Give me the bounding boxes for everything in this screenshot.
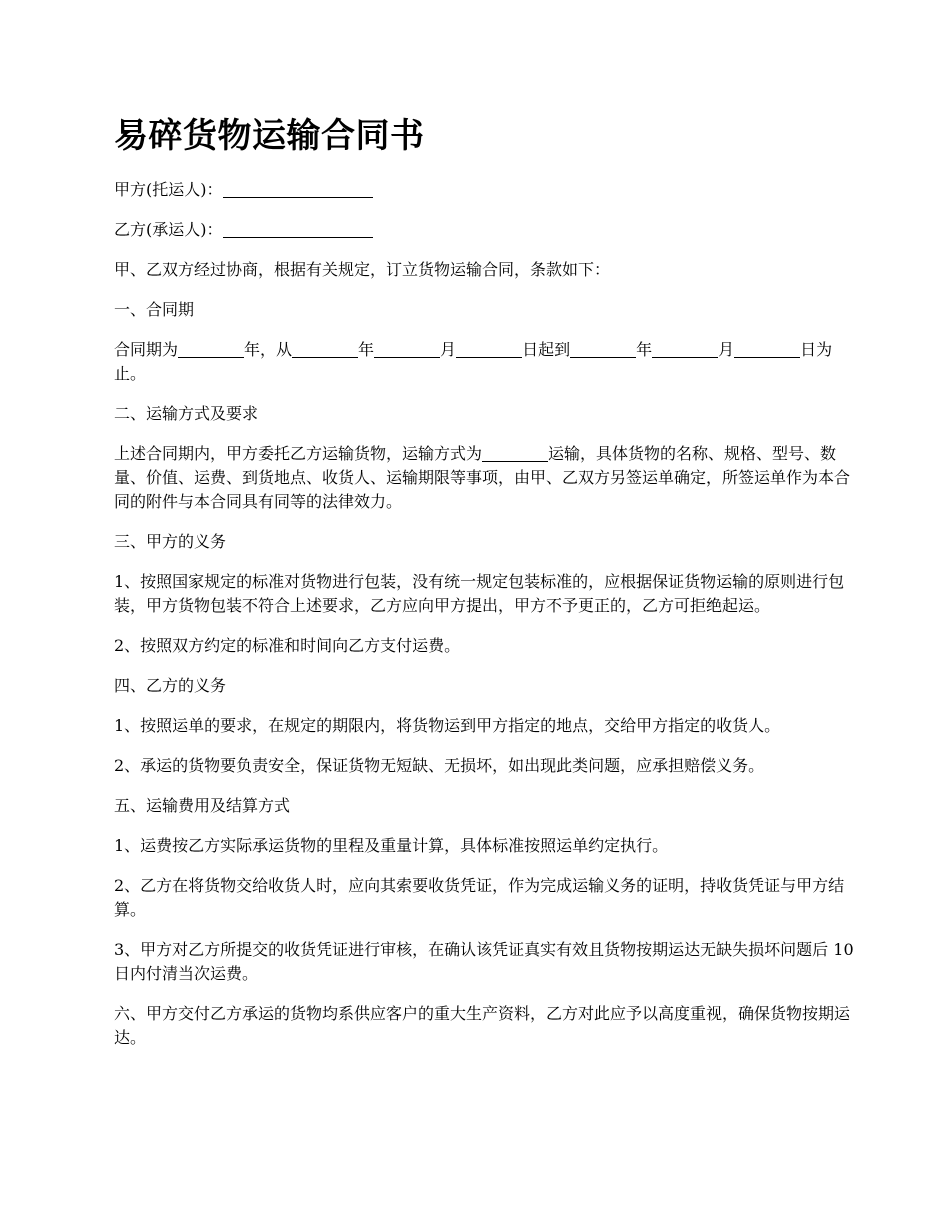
party-b-line <box>114 218 854 242</box>
section-4-heading: 四、乙方的义务 <box>114 676 227 695</box>
party-a-label: 甲方(托运人)： <box>114 180 223 199</box>
contract-period-text: 年 <box>636 340 653 359</box>
transport-text: 上述合同期内，甲方委托乙方运输货物，运输方式为 <box>114 444 483 463</box>
contract-period-text: 年，从 <box>244 340 293 359</box>
section-3-item: 1、按照国家规定的标准对货物进行包装，没有统一规定包装标准的，应根据保证货物运输的原则进行包装，甲方货物包装不符合上述要求，乙方应向甲方提出，甲方不予更正的，乙方可拒绝起运。 <box>114 572 845 615</box>
section-4-item: 2、承运的货物要负责安全，保证货物无短缺、无损坏，如出现此类问题，应承担赔偿义务。 <box>114 756 765 775</box>
party-b-blank <box>223 221 373 238</box>
document-title: 易碎货物运输合同书 <box>114 116 425 156</box>
blank-end-month <box>652 341 718 358</box>
blank-years <box>178 341 244 358</box>
contract-period-text: 年 <box>358 340 375 359</box>
party-a-line <box>114 178 854 202</box>
section-5-heading: 五、运输费用及结算方式 <box>114 796 291 815</box>
section-3-item: 2、按照双方约定的标准和时间向乙方支付运费。 <box>114 636 461 655</box>
blank-start-day <box>456 341 522 358</box>
section-1-heading: 一、合同期 <box>114 300 195 319</box>
section-6-paragraph: 六、甲方交付乙方承运的货物均系供应客户的重大生产资料，乙方对此应予以高度重视，确保货物按期运达。 <box>114 1004 851 1047</box>
section-3-heading: 三、甲方的义务 <box>114 532 227 551</box>
section-2-paragraph <box>114 442 854 514</box>
blank-start-month <box>374 341 440 358</box>
contract-period-text: 日起到 <box>522 340 571 359</box>
section-5-item: 2、乙方在将货物交给收货人时，应向其索要收货凭证，作为完成运输义务的证明，持收货凭证与甲方结算。 <box>114 876 845 919</box>
blank-transport-mode <box>482 445 548 462</box>
section-5-item: 3、甲方对乙方所提交的收货凭证进行审核，在确认该凭证真实有效且货物按期运达无缺失损坏问题后 10 日内付清当次运费。 <box>114 940 854 983</box>
party-b-label: 乙方(承运人)： <box>114 220 223 239</box>
party-a-blank <box>223 181 373 198</box>
blank-start-year <box>292 341 358 358</box>
section-5-item: 1、运费按乙方实际承运货物的里程及重量计算，具体标准按照运单约定执行。 <box>114 836 669 855</box>
transport-text: 运输，具体货物的名称、规格、型号、数量、价值、运费、到货地点、收货人、运输期限等事项，由甲、乙双方另签运单确定，所签运单作为本合同的附件与本合同具有同等的法律效力。 <box>114 444 851 511</box>
contract-period-text: 月 <box>440 340 457 359</box>
blank-end-day <box>734 341 800 358</box>
blank-end-year <box>570 341 636 358</box>
contract-document <box>114 112 854 1066</box>
section-1-paragraph <box>114 338 854 386</box>
intro-paragraph: 甲、乙双方经过协商，根据有关规定，订立货物运输合同，条款如下： <box>114 260 611 279</box>
section-2-heading: 二、运输方式及要求 <box>114 404 259 423</box>
contract-period-text: 日为止。 <box>114 340 833 383</box>
contract-period-text: 月 <box>718 340 735 359</box>
contract-period-text: 合同期为 <box>114 340 179 359</box>
section-4-item: 1、按照运单的要求，在规定的期限内，将货物运到甲方指定的地点，交给甲方指定的收货人。 <box>114 716 781 735</box>
